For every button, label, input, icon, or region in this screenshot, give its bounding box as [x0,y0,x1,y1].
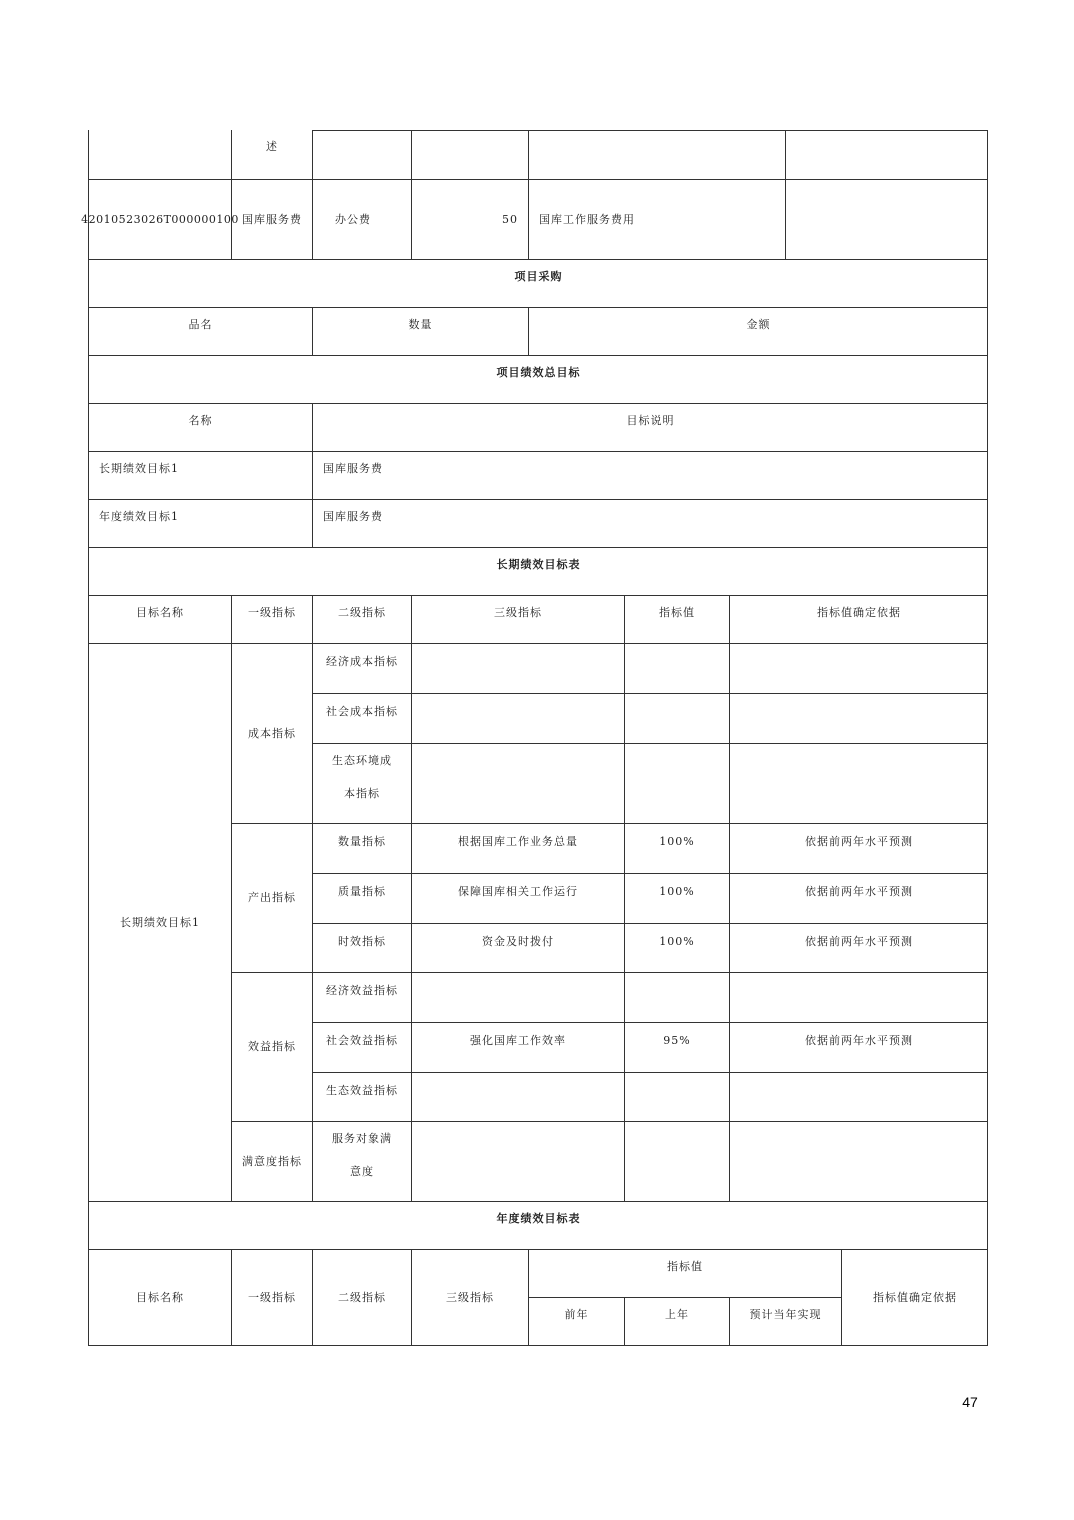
overall-goal-row2-desc: 国库服务费 [312,499,988,547]
annual-header-basis: 指标值确定依据 [841,1249,988,1345]
annual-header-level2: 二级指标 [312,1249,411,1345]
budget-extra [785,179,988,259]
basis-quality: 依据前两年水平预测 [729,873,988,923]
level2-social-cost: 社会成本指标 [312,693,411,743]
budget-amount: 50 [411,179,528,259]
level2-economic-cost: 经济成本指标 [312,643,411,693]
basis-service-satisfaction [729,1121,988,1201]
level3-quality: 保障国库相关工作运行 [411,873,624,923]
basis-social-benefit: 依据前两年水平预测 [729,1022,988,1072]
annual-subheader-prev2: 前年 [528,1297,624,1345]
page-number: 47 [962,1394,978,1410]
long-term-header-level3: 三级指标 [411,595,624,643]
budget-item: 国库服务费 [231,179,312,259]
value-economic-cost [624,643,729,693]
value-eco-benefit [624,1072,729,1121]
level3-social-cost [411,693,624,743]
long-term-header-level2: 二级指标 [312,595,411,643]
value-service-satisfaction [624,1121,729,1201]
long-term-header-level1: 一级指标 [231,595,312,643]
level1-satisfaction: 满意度指标 [231,1121,312,1201]
level1-benefit: 效益指标 [231,972,312,1121]
overall-goal-header-desc: 目标说明 [312,403,988,451]
level3-eco-env-cost [411,743,624,823]
level3-eco-benefit [411,1072,624,1121]
level2-eco-env-cost: 生态环境成本指标 [312,743,411,823]
value-quantity: 100% [624,823,729,873]
value-social-benefit: 95% [624,1022,729,1072]
basis-eco-benefit [729,1072,988,1121]
long-term-goal-name: 长期绩效目标1 [88,643,231,1201]
procurement-header-name: 品名 [88,307,312,355]
level3-social-benefit: 强化国库工作效率 [411,1022,624,1072]
overall-goal-row1-name: 长期绩效目标1 [88,451,312,499]
procurement-header-amount: 金额 [528,307,988,355]
detail-row1-col3 [312,130,411,179]
annual-header-level1: 一级指标 [231,1249,312,1345]
basis-timeliness: 依据前两年水平预测 [729,923,988,972]
value-timeliness: 100% [624,923,729,972]
level2-economic-benefit: 经济效益指标 [312,972,411,1022]
level1-cost: 成本指标 [231,643,312,823]
basis-economic-cost [729,643,988,693]
value-economic-benefit [624,972,729,1022]
level2-service-satisfaction: 服务对象满意度 [312,1121,411,1201]
annual-header-value: 指标值 [528,1249,841,1297]
procurement-title: 项目采购 [88,259,988,307]
level3-service-satisfaction [411,1121,624,1201]
level3-economic-cost [411,643,624,693]
level1-output: 产出指标 [231,823,312,972]
budget-code: 42010523026T000000100 [88,179,231,259]
table-right-border [987,130,988,1345]
overall-goal-title: 项目绩效总目标 [88,355,988,403]
basis-eco-env-cost [729,743,988,823]
annual-header-level3: 三级指标 [411,1249,528,1345]
value-eco-env-cost [624,743,729,823]
detail-row1-col5 [528,130,785,179]
long-term-header-basis: 指标值确定依据 [729,595,988,643]
detail-row1-col4 [411,130,528,179]
value-quality: 100% [624,873,729,923]
table-bottom-border [88,1345,988,1346]
basis-social-cost [729,693,988,743]
detail-row1-col2: 述 [231,130,312,179]
procurement-header-quantity: 数量 [312,307,528,355]
budget-description: 国库工作服务费用 [528,179,785,259]
long-term-header-value: 指标值 [624,595,729,643]
annual-header-goal: 目标名称 [88,1249,231,1345]
level2-quantity: 数量指标 [312,823,411,873]
annual-subheader-prev1: 上年 [624,1297,729,1345]
long-term-title: 长期绩效目标表 [88,547,988,595]
level2-social-benefit: 社会效益指标 [312,1022,411,1072]
detail-row1-col1 [88,130,231,179]
budget-category: 办公费 [312,179,411,259]
overall-goal-row2-name: 年度绩效目标1 [88,499,312,547]
detail-row1-col6 [785,130,988,179]
level2-eco-benefit: 生态效益指标 [312,1072,411,1121]
value-social-cost [624,693,729,743]
level3-economic-benefit [411,972,624,1022]
level3-timeliness: 资金及时拨付 [411,923,624,972]
level3-quantity: 根据国库工作业务总量 [411,823,624,873]
level2-timeliness: 时效指标 [312,923,411,972]
overall-goal-row1-desc: 国库服务费 [312,451,988,499]
long-term-header-goal: 目标名称 [88,595,231,643]
annual-subheader-expected: 预计当年实现 [729,1297,841,1345]
level2-quality: 质量指标 [312,873,411,923]
basis-economic-benefit [729,972,988,1022]
annual-title: 年度绩效目标表 [88,1201,988,1249]
overall-goal-header-name: 名称 [88,403,312,451]
basis-quantity: 依据前两年水平预测 [729,823,988,873]
